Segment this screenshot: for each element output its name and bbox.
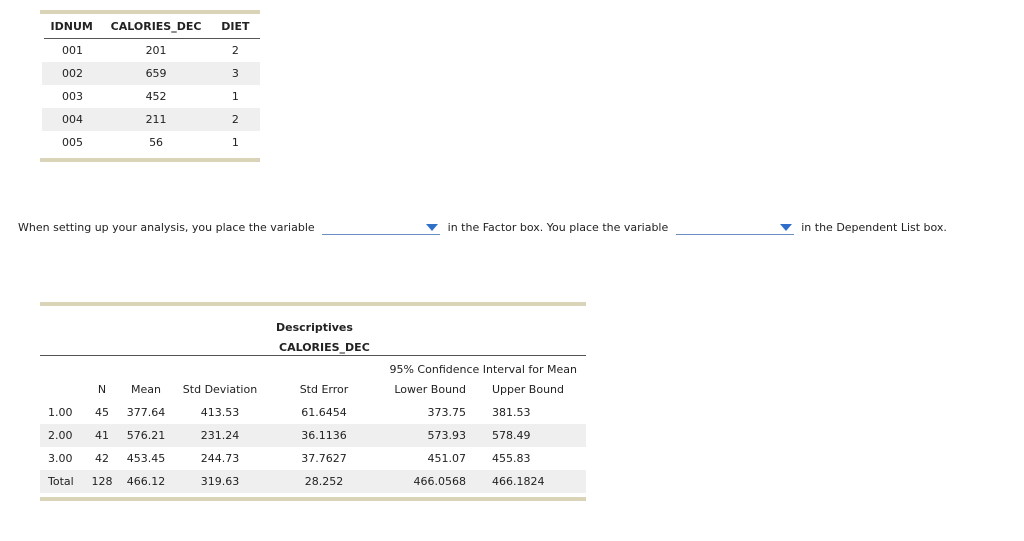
cell-std-deviation: 319.63 xyxy=(174,470,266,493)
cell-diet: 1 xyxy=(231,90,239,103)
cell-group: Total xyxy=(40,470,86,493)
cell-n: 42 xyxy=(95,452,109,465)
cell-upper-bound: 381.53 xyxy=(492,406,531,419)
cell-diet: 3 xyxy=(211,62,260,85)
table-row xyxy=(40,401,586,424)
cell-group: 2.00 xyxy=(40,424,86,447)
cell-std-deviation: 244.73 xyxy=(200,452,240,465)
cell-lower-bound: 451.07 xyxy=(427,452,466,465)
header-std-deviation: Std Deviation xyxy=(182,383,258,396)
cell-std-error: 36.1136 xyxy=(266,424,382,447)
cell-mean: 453.45 xyxy=(126,452,166,465)
descriptives-header-row xyxy=(40,378,586,401)
cell-n: 41 xyxy=(86,424,118,447)
cell-calories: 201 xyxy=(145,44,167,57)
table-row xyxy=(42,39,260,63)
cell-lower-bound: 573.93 xyxy=(382,424,480,447)
header-std-error: Std Error xyxy=(299,383,349,396)
dropdown-caret-icon xyxy=(426,224,438,231)
header-calories-dec: CALORIES_DEC xyxy=(101,14,210,39)
cell-std-error: 37.7627 xyxy=(301,452,347,465)
cell-group: 1.00 xyxy=(48,406,73,419)
cell-calories: 211 xyxy=(101,108,210,131)
dependent-variable-dropdown[interactable] xyxy=(676,218,794,235)
header-n: N xyxy=(97,383,107,396)
cell-idnum: 004 xyxy=(42,108,101,131)
cell-calories: 659 xyxy=(101,62,210,85)
cell-idnum: 003 xyxy=(62,90,83,103)
cell-mean: 377.64 xyxy=(126,406,166,419)
header-diet: DIET xyxy=(211,14,260,39)
cell-upper-bound: 455.83 xyxy=(492,452,531,465)
descriptives-title: Descriptives xyxy=(276,321,353,334)
cell-upper-bound: 466.1824 xyxy=(480,470,586,493)
data-table xyxy=(40,14,260,154)
sentence-part-1: When setting up your analysis, you place the variable xyxy=(18,221,315,234)
cell-calories: 56 xyxy=(149,136,164,149)
cell-group: 3.00 xyxy=(48,452,73,465)
cell-mean: 466.12 xyxy=(118,470,174,493)
descriptives-subtitle: CALORIES_DEC xyxy=(279,341,370,354)
table-row xyxy=(40,424,586,447)
cell-std-deviation: 413.53 xyxy=(200,406,240,419)
cell-std-deviation: 231.24 xyxy=(174,424,266,447)
cell-lower-bound: 466.0568 xyxy=(382,470,480,493)
data-table-container xyxy=(40,10,260,162)
header-upper-bound: Upper Bound xyxy=(492,383,565,396)
table-row xyxy=(42,108,260,131)
table-row xyxy=(40,447,586,470)
table-row xyxy=(40,470,586,493)
cell-std-error: 61.6454 xyxy=(301,406,347,419)
cell-diet: 2 xyxy=(211,108,260,131)
header-mean: Mean xyxy=(131,383,161,396)
cell-std-error: 28.252 xyxy=(266,470,382,493)
dropdown-caret-icon xyxy=(780,224,792,231)
header-idnum: IDNUM xyxy=(42,14,101,39)
table-row xyxy=(42,85,260,108)
cell-upper-bound: 578.49 xyxy=(480,424,586,447)
descriptives-container xyxy=(40,302,586,501)
header-group xyxy=(40,378,86,401)
header-lower-bound: Lower Bound xyxy=(394,383,466,396)
cell-idnum: 005 xyxy=(62,136,83,149)
cell-idnum: 001 xyxy=(62,44,83,57)
cell-n: 128 xyxy=(86,470,118,493)
cell-calories: 452 xyxy=(145,90,167,103)
sentence-part-3: in the Dependent List box. xyxy=(801,221,947,234)
cell-mean: 576.21 xyxy=(118,424,174,447)
question-sentence xyxy=(18,217,1008,238)
descriptives-table xyxy=(40,378,586,493)
factor-variable-dropdown[interactable] xyxy=(322,218,440,235)
confidence-interval-header: 95% Confidence Interval for Mean xyxy=(389,363,577,376)
cell-idnum: 002 xyxy=(42,62,101,85)
cell-n: 45 xyxy=(95,406,109,419)
cell-diet: 1 xyxy=(231,136,239,149)
sentence-part-2: in the Factor box. You place the variable xyxy=(447,221,669,234)
descriptives-divider xyxy=(40,355,586,356)
table-row xyxy=(42,131,260,154)
data-table-header-row xyxy=(42,14,260,39)
cell-diet: 2 xyxy=(231,44,239,57)
table-row xyxy=(42,62,260,85)
cell-lower-bound: 373.75 xyxy=(427,406,466,419)
